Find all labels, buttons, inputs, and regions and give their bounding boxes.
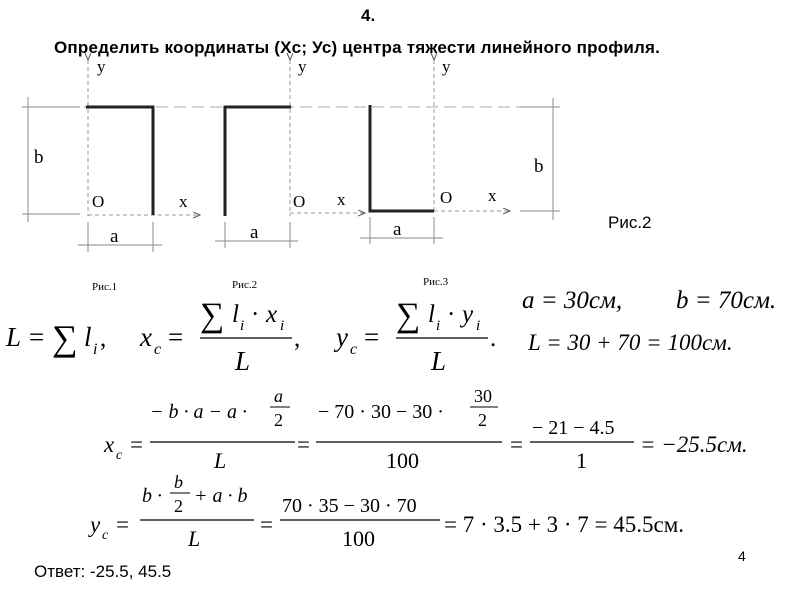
xc-def-xi: x: [266, 301, 278, 328]
xc-def-eq: =: [168, 322, 184, 352]
yc-def-ysub: c: [350, 341, 358, 358]
xc-def-tail: ,: [294, 325, 301, 352]
formula-xc-def: [139, 297, 300, 376]
given-b: b = 70см.: [676, 287, 777, 314]
dim-a-label-2: a: [250, 222, 259, 243]
caption-fig-3: Рис.3: [423, 276, 449, 288]
y-label-2: y: [298, 57, 307, 76]
yc-calc-f2-num: 70 · 35 − 30 · 70: [282, 495, 417, 517]
yc-def-tail: .: [490, 325, 497, 352]
yc-calc-f1-den: L: [188, 526, 201, 551]
xc-calc-eq1: =: [130, 432, 143, 457]
yc-def-den: L: [431, 346, 447, 376]
L-def-lhs: L =: [6, 322, 46, 352]
yc-calc-f1-sub-den: 2: [174, 496, 183, 516]
yc-calc-eq2: =: [260, 512, 273, 537]
xc-calc-f3-den: 1: [576, 448, 587, 473]
yc-def-yisub: i: [476, 318, 481, 334]
xc-calc-eq2: =: [297, 432, 310, 457]
xc-calc-x: x: [104, 432, 115, 457]
xc-def-l: l: [232, 301, 239, 328]
yc-calc-y: y: [90, 512, 101, 537]
profile-shape-3: [370, 105, 434, 211]
yc-calc-f1-num-b: + a · b: [194, 485, 248, 507]
xc-def-sum: ∑: [200, 297, 225, 334]
xc-def-x: x: [140, 322, 152, 352]
origin-label-1: O: [92, 192, 105, 211]
dim-a-label-1: a: [110, 226, 119, 247]
formula-xc-calc: [103, 386, 748, 473]
caption-fig-2: Рис.2: [232, 279, 258, 291]
xc-def-xisub: i: [280, 318, 285, 334]
x-label-3: x: [488, 186, 497, 205]
xc-calc-xsub: c: [116, 448, 123, 463]
xc-calc-f3-num: − 21 − 4.5: [532, 417, 615, 439]
yc-def-sum: ∑: [396, 297, 421, 334]
y-label-3: y: [442, 57, 451, 76]
L-def-sub: i: [93, 341, 98, 358]
xc-calc-f2-sub-den: 2: [478, 410, 487, 430]
formula-L-def: [5, 318, 106, 358]
xc-calc-result: = −25.5см.: [640, 432, 748, 457]
xc-calc-f1-sub-den: 2: [274, 410, 283, 430]
yc-def-lsub: i: [436, 318, 441, 334]
page-number: 4: [738, 548, 746, 564]
dim-b-label-3: b: [534, 156, 544, 177]
y-label-1: y: [97, 57, 106, 76]
xc-calc-f2-den: 100: [386, 448, 419, 473]
x-label-2: x: [337, 190, 346, 209]
origin-label-3: O: [440, 188, 453, 207]
formula-yc-def: [333, 297, 496, 376]
origin-label-2: O: [293, 192, 306, 211]
figure-caption-main: Рис.2: [608, 213, 652, 232]
xc-calc-f1-num: − b · a − a ·: [150, 401, 247, 423]
yc-calc-eq1: =: [116, 512, 129, 537]
given-a: a = 30см,: [522, 287, 623, 314]
yc-def-y: y: [336, 322, 348, 352]
dim-a-label-3: a: [393, 219, 402, 240]
yc-calc-ysub: c: [102, 528, 109, 543]
L-def-tail: ,: [100, 325, 107, 352]
slide-number: 4.: [361, 6, 376, 25]
figure-3: [360, 57, 560, 288]
xc-calc-f2-sub-num: 30: [474, 386, 492, 406]
xc-calc-f1-sub-num: a: [274, 386, 283, 406]
xc-def-xsub: c: [154, 341, 162, 358]
xc-def-den: L: [235, 346, 251, 376]
caption-fig-1: Рис.1: [92, 281, 118, 293]
xc-def-lsub: i: [240, 318, 245, 334]
L-def-sum: ∑: [52, 318, 78, 358]
formula-area: [0, 270, 800, 560]
formula-yc-calc: [88, 472, 684, 551]
yc-calc-f1-num-a: b ·: [142, 485, 162, 507]
L-def-l: l: [84, 322, 92, 352]
yc-def-l: l: [428, 301, 435, 328]
L-value: L = 30 + 70 = 100см.: [528, 330, 733, 355]
x-label-1: x: [179, 192, 188, 211]
yc-def-eq: =: [364, 322, 380, 352]
figure-2: [215, 57, 365, 291]
xc-calc-f2-num: − 70 · 30 − 30 ·: [318, 401, 444, 423]
answer-text: Ответ: -25.5, 45.5: [34, 562, 172, 581]
profile-shape-2: [225, 107, 291, 216]
yc-def-dot: ·: [447, 301, 456, 328]
yc-calc-f1-sub-num: b: [174, 472, 183, 492]
yc-calc-result: = 7 · 3.5 + 3 · 7 = 45.5см.: [444, 512, 684, 537]
task-title: Определить координаты (Хс; Ус) центра тяжести линейного профиля.: [54, 38, 661, 57]
figure-1: [22, 57, 200, 293]
dim-b-label-1: b: [34, 147, 44, 168]
yc-def-yi: y: [462, 301, 474, 328]
xc-calc-eq3: =: [510, 432, 523, 457]
xc-calc-f1-den: L: [214, 448, 227, 473]
xc-def-dot: ·: [251, 301, 260, 328]
yc-calc-f2-den: 100: [342, 526, 375, 551]
